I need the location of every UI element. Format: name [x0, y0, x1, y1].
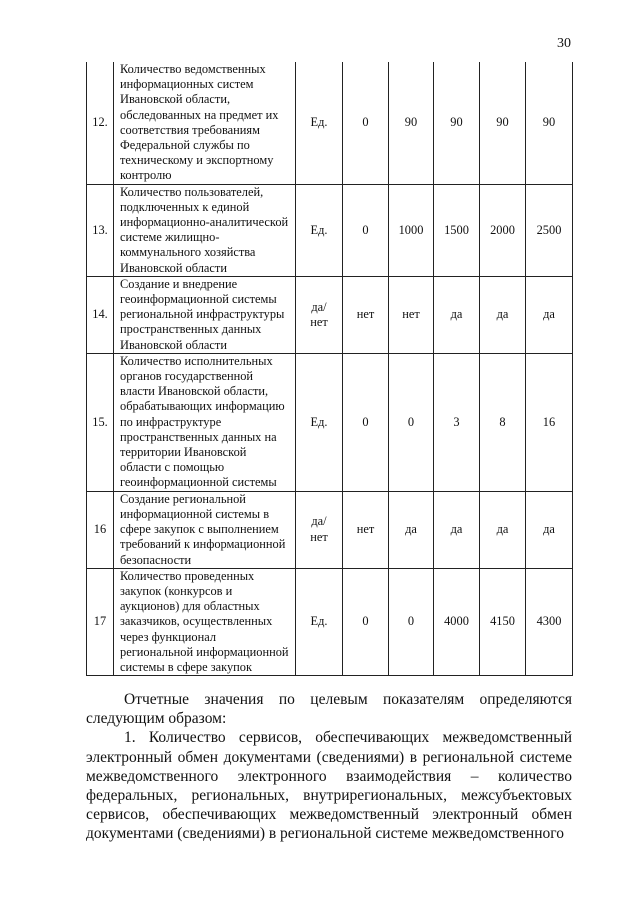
indicator-name-line: информационной системы в [120, 506, 270, 521]
row-number: 15. [87, 353, 114, 491]
value-cell: да [480, 276, 526, 353]
value-cell: да [434, 491, 480, 568]
indicator-name-line: региональной инфраструктуры [120, 307, 285, 322]
table-row [87, 353, 573, 491]
indicator-name-line: Ивановской области [120, 337, 227, 352]
indicator-name-line: Ивановской области [120, 260, 227, 275]
indicator-name-line: закупок (конкурсов и [120, 583, 233, 598]
indicator-name-line: системе жилищно- [120, 230, 220, 245]
indicator-name-line: техническому и экспортному [120, 153, 274, 168]
value-cell: 0 [389, 353, 434, 491]
value-cell: да [526, 276, 573, 353]
value-cell: нет [343, 276, 389, 353]
indicator-name-line: через функционал [120, 629, 217, 644]
value-cell: 0 [389, 568, 434, 675]
value-cell: 0 [343, 568, 389, 675]
value-cell: 90 [434, 62, 480, 184]
value-cell: 3 [434, 353, 480, 491]
value-cell: да [480, 491, 526, 568]
unit-cell: Ед. [296, 353, 343, 491]
indicator-name [114, 568, 296, 675]
value-cell: 1500 [434, 184, 480, 276]
row-number: 17 [87, 568, 114, 675]
table-row [87, 62, 573, 184]
value-cell: нет [389, 276, 434, 353]
indicator-name-line: обрабатывающих информацию [120, 399, 285, 414]
paragraph-intro: Отчетные значения по целевым показателям определяются следующим образом: [86, 691, 572, 728]
indicator-name-line: Количество проведенных [120, 568, 255, 583]
indicator-name-line: контролю [120, 168, 172, 183]
indicator-name-line: Федеральной службы по [120, 138, 250, 153]
indicator-name-line: Количество пользователей, [120, 184, 264, 199]
value-cell: 1000 [389, 184, 434, 276]
row-number: 14. [87, 276, 114, 353]
value-cell: да [389, 491, 434, 568]
table-row [87, 568, 573, 675]
value-cell: 4000 [434, 568, 480, 675]
value-cell: 2500 [526, 184, 573, 276]
indicator-name-line: обследованных на предмет их [120, 107, 279, 122]
indicator-name-line: Создание региональной [120, 491, 246, 506]
indicator-name [114, 276, 296, 353]
value-cell: нет [343, 491, 389, 568]
page-number: 30 [557, 36, 571, 51]
value-cell: 8 [480, 353, 526, 491]
unit-cell: Ед. [296, 62, 343, 184]
indicator-name-line: заказчиков, осуществленных [120, 614, 273, 629]
table-row [87, 276, 573, 353]
value-cell: 16 [526, 353, 573, 491]
indicator-name [114, 184, 296, 276]
value-cell: да [526, 491, 573, 568]
value-cell: 0 [343, 62, 389, 184]
indicator-name-line: территории Ивановской [120, 445, 247, 460]
indicator-name-line: коммунального хозяйства [120, 245, 256, 260]
value-cell: 2000 [480, 184, 526, 276]
indicator-name [114, 491, 296, 568]
indicator-name-line: Количество исполнительных [120, 353, 273, 368]
indicator-name-line: власти Ивановской области, [120, 384, 269, 399]
row-number: 16 [87, 491, 114, 568]
indicator-name-line: системы в сфере закупок [120, 659, 253, 674]
indicator-name-line: информационно-аналитической [120, 215, 289, 230]
value-cell: 90 [480, 62, 526, 184]
indicator-name-line: Количество ведомственных [120, 62, 266, 76]
row-number: 13. [87, 184, 114, 276]
value-cell: 90 [389, 62, 434, 184]
indicator-name-line: требований к информационной [120, 537, 286, 552]
value-cell: 0 [343, 353, 389, 491]
indicators-table [86, 62, 573, 676]
indicator-name-line: подключенных к единой [120, 199, 250, 214]
value-cell: 4300 [526, 568, 573, 675]
indicator-name-line: соответствия требованиям [120, 122, 260, 137]
value-cell: 90 [526, 62, 573, 184]
indicator-name-line: пространственных данных [120, 322, 262, 337]
indicator-name-line: Ивановской области, [120, 92, 231, 107]
body-text [86, 690, 572, 844]
table-row [87, 184, 573, 276]
row-number: 12. [87, 62, 114, 184]
table-body [87, 62, 573, 676]
indicator-name-line: безопасности [120, 552, 192, 567]
unit-cell: Ед. [296, 568, 343, 675]
indicator-name-line: области с помощью [120, 460, 225, 475]
unit-cell: да/ нет [296, 276, 343, 353]
indicator-name-line: геоинформационной системы [120, 292, 277, 307]
indicator-name-line: по инфраструктуре [120, 414, 222, 429]
indicator-name-line: пространственных данных на [120, 429, 277, 444]
unit-cell: да/ нет [296, 491, 343, 568]
value-cell: 0 [343, 184, 389, 276]
indicator-name-line: Создание и внедрение [120, 276, 238, 291]
indicator-name-line: информационных систем [120, 77, 254, 92]
paragraph-item-1: 1. Количество сервисов, обеспечивающих межведомственный электронный обмен документами (сведениями) в региональной системе межведомственного электронного взаимодействия – количество федеральных, региональных, внутрирегиональных, межсубъектовых сервисов, обеспечивающих межведомственный электронный обмен документами (сведениями) в региональной системе межведомственного [86, 729, 572, 843]
value-cell: 4150 [480, 568, 526, 675]
indicator-name [114, 62, 296, 184]
unit-cell: Ед. [296, 184, 343, 276]
value-cell: да [434, 276, 480, 353]
indicator-name-line: сфере закупок с выполнением [120, 522, 279, 537]
indicator-name-line: аукционов) для областных [120, 599, 260, 614]
indicator-name-line: органов государственной [120, 369, 254, 384]
table-row [87, 491, 573, 568]
indicator-name-line: региональной информационной [120, 644, 289, 659]
indicator-name-line: геоинформационной системы [120, 475, 277, 490]
indicator-name [114, 353, 296, 491]
